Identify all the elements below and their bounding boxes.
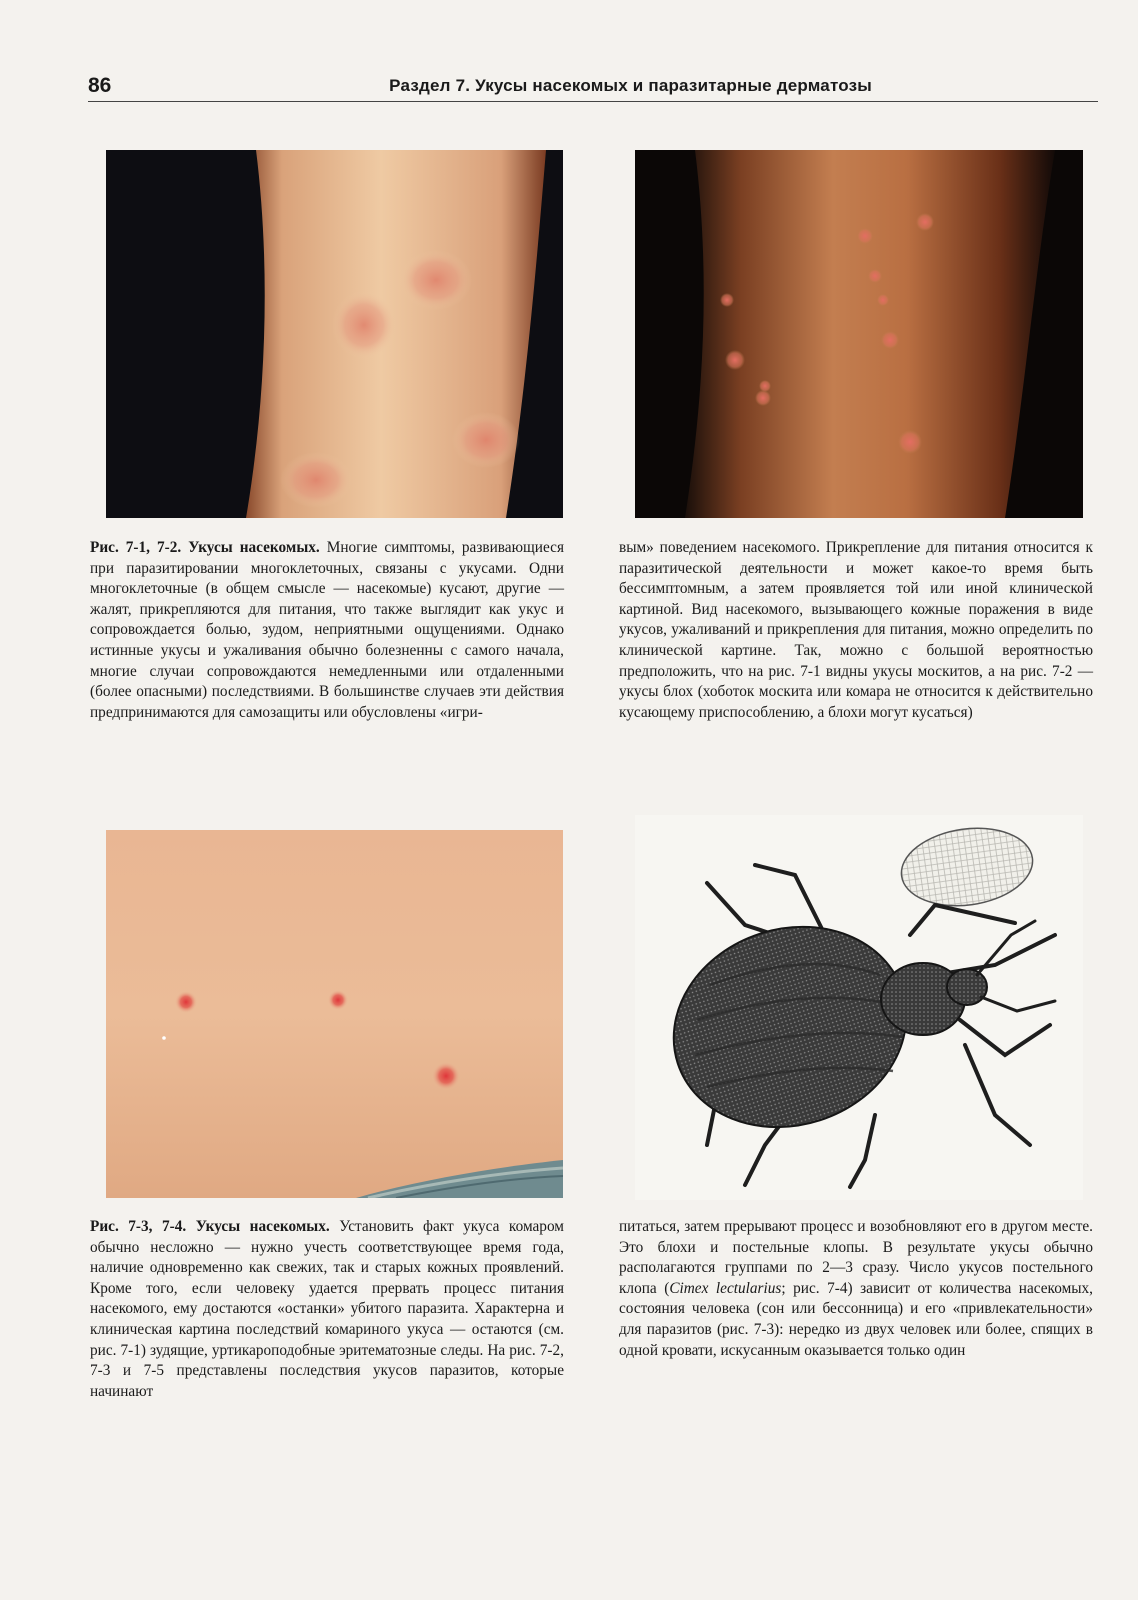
species-name: Cimex lectularius [669, 1279, 782, 1297]
figure-7-1-7-2-caption-left [90, 538, 564, 723]
running-title: Раздел 7. Укусы насекомых и паразитарные дерматозы [389, 76, 872, 95]
figure-7-3-7-4-caption-right [619, 1217, 1093, 1361]
figure-7-1-7-2-caption-right [619, 538, 1093, 723]
page-number: 86 [88, 74, 112, 97]
caption-text: вым» поведением насекомого. Прикрепление для питания относится к паразитической деятельности и может какое-то время быть бессимптомным, а затем проявляется той или иной клинической картиной. Вид насекомого, вызывающего кожные поражения в виде укусов, ужаливаний и прикрепления для питания, можно определить по клинической картине. Так, можно с большой вероятностью предположить, что на рис. 7-1 видны укусы москитов, а на рис. 7-2 — укусы блох (хоботок москита или комара не относится к действительно кусающему приспособлению, а блохи могут кусаться) [619, 539, 1093, 721]
caption-label: Рис. 7-3, 7-4. Укусы насекомых. [90, 1218, 330, 1235]
figure-7-1-photo [106, 150, 563, 518]
figure-7-4-bedbug-illustration [635, 815, 1083, 1200]
running-header [88, 74, 1098, 104]
header-rule [88, 101, 1098, 102]
caption-text: Многие симптомы, развивающиеся при паразитировании многоклеточных, связаны с укусами. Одни многоклеточные (в общем смысле — насекомые) кусают, другие — жалят, прикрепляются для питания, что также выглядит как укус и сопровождается болью, зудом, неприятными ощущениями. Однако истинные укусы и ужаливания обычно болезненны с самого начала, многие случаи сопровождаются немедленными или отдаленными (более опасными) последствиями. В большинстве случаев эти действия предпринимаются для самозащиты или обусловлены «игри- [90, 539, 564, 721]
figure-7-2-photo [635, 150, 1083, 518]
figure-7-3-photo [106, 830, 563, 1198]
caption-text: ; рис. 7-4) зависит от количества насекомых, состояния человека (сон или бессонница) и его «привлекательности» для паразитов (рис. 7-3): нередко из двух человек или более, спящих в одной кровати, искусанным оказывается только один [619, 1279, 1093, 1359]
caption-text: питаться, затем прерывают процесс и возобновляют его в другом месте. Это блохи и постельные клопы. В результате укусы обычно располагаются группами по 2—3 сразу. Число укусов постельного клопа ( [619, 1218, 1093, 1297]
caption-label: Рис. 7-1, 7-2. Укусы насекомых. [90, 539, 320, 556]
caption-text: Установить факт укуса комаром обычно несложно — нужно учесть соответствующее время года, наличие одновременно как свежих, так и старых кожных проявлений. Кроме того, если человеку удается прервать процесс питания насекомого, ему достаются «останки» убитого паразита. Характерна и клиническая картина последствий комариного укуса — остаются (см. рис. 7-1) зудящие, уртикароподобные эритематозные следы. На рис. 7-2, 7-3 и 7-5 представлены последствия укусов паразитов, которые начинают [90, 1218, 564, 1400]
figure-7-3-7-4-caption-left [90, 1217, 564, 1402]
